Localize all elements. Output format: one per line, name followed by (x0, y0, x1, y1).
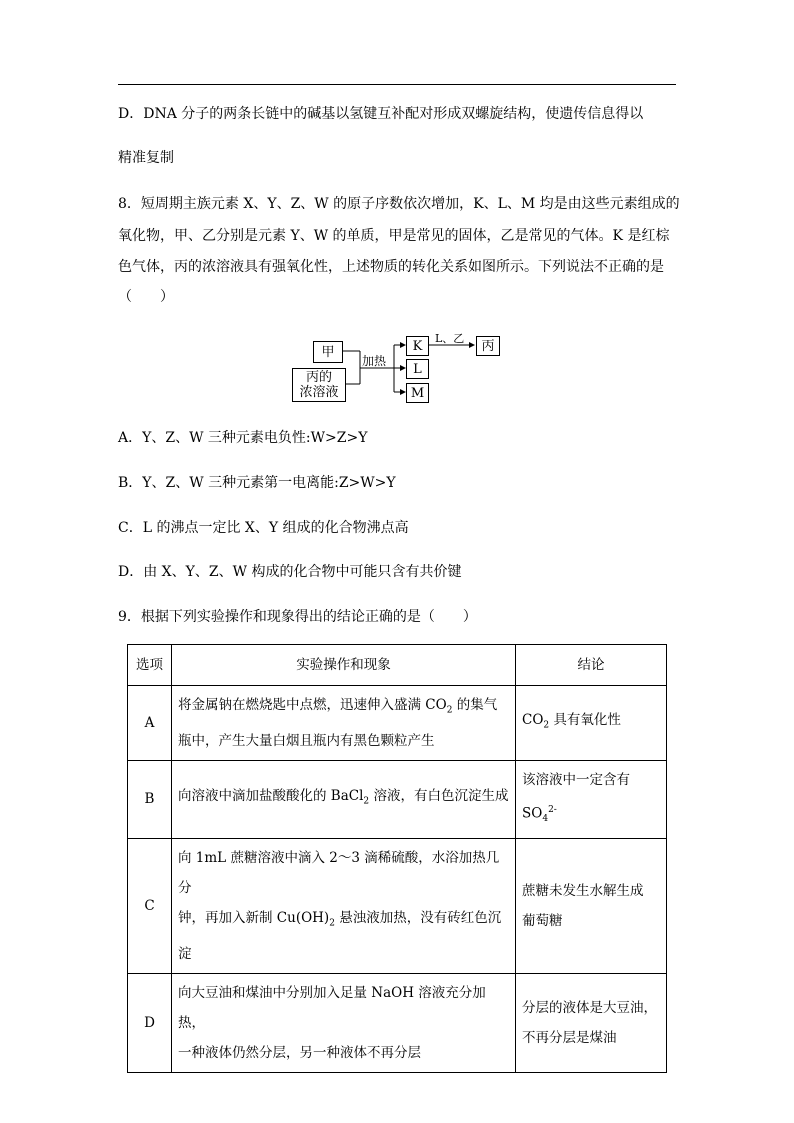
q8-transformation-diagram (290, 328, 510, 408)
q9-experiment-table (127, 644, 667, 1073)
table-row-a (128, 686, 667, 761)
box-bing: 丙 (476, 336, 500, 356)
table-row-b (128, 760, 667, 838)
q7-option-d-line1: D．DNA 分子的两条长链中的碱基以氢键互补配对形成双螺旋结构，使遗传信息得以 (118, 106, 644, 122)
row-d-conclusion: 分层的液体是大豆油， 不再分层是煤油 (516, 973, 667, 1072)
q8-option-d: D．由 X、Y、Z、W 构成的化合物中可能只含有共价键 (118, 564, 462, 580)
row-b-operation: 向溶液中滴加盐酸酸化的 BaCl$_2$ 溶液，有白色沉淀生成 (172, 760, 516, 838)
header-operation: 实验操作和现象 (172, 645, 516, 686)
row-b-conclusion: 该溶液中一定含有 $SO_4^{2-}$ (516, 760, 667, 838)
box-m: M (406, 383, 429, 403)
header-conclusion: 结论 (516, 645, 667, 686)
row-a-conclusion: $CO_2$ 具有氧化性 (516, 686, 667, 761)
q7-option-d-line2: 精准复制 (118, 150, 174, 166)
q8-option-c: C．L 的沸点一定比 X、Y 组成的化合物沸点高 (118, 520, 409, 536)
row-c-conclusion: 蔗糖未发生水解生成 葡萄糖 (516, 838, 667, 973)
row-c-option: C (128, 838, 172, 973)
row-a-operation: 将金属钠在燃烧匙中点燃，迅速伸入盛满 $CO_2$ 的集气 瓶中，产生大量白烟且瓶内有黑色颗粒产生 (172, 686, 516, 761)
table-header-row (128, 645, 667, 686)
table-row-d (128, 973, 667, 1072)
row-c-operation: 向 1mL 蔗糖溶液中滴入 2～3 滴稀硫酸，水浴加热几分 钟，再加入新制 $Cu(OH)_2$ 悬浊液加热，没有砖红色沉淀 (172, 838, 516, 973)
label-l-yi: L、乙 (435, 332, 465, 345)
row-a-option: A (128, 686, 172, 761)
q8-stem-line3: 色气体，丙的浓溶液具有强氧化性，上述物质的转化关系如图所示。下列说法不正确的是 (118, 259, 664, 275)
q9-stem: 9．根据下列实验操作和现象得出的结论正确的是（ ） (118, 609, 477, 625)
box-jia: 甲 (313, 341, 343, 363)
q8-answer-bracket: （ ） (118, 289, 174, 305)
row-d-option: D (128, 973, 172, 1072)
box-bing-concentrated (292, 368, 346, 402)
bing-conc-line1: 丙的 (305, 370, 332, 385)
label-heat: 加热 (362, 354, 387, 368)
q8-stem-line2: 氧化物，甲、乙分别是元素 Y、W 的单质，甲是常见的固体，乙是常见的气体。K 是红棕 (118, 228, 670, 244)
header-rule (118, 84, 676, 85)
row-b-option: B (128, 760, 172, 838)
q8-option-a: A．Y、Z、W 三种元素电负性:W>Z>Y (118, 430, 368, 446)
row-d-operation: 向大豆油和煤油中分别加入足量 NaOH 溶液充分加热， 一种液体仍然分层，另一种液体不再分层 (172, 973, 516, 1072)
q8-option-b: B．Y、Z、W 三种元素第一电离能:Z>W>Y (118, 475, 396, 491)
box-k: K (406, 336, 429, 356)
q8-stem-line1: 8．短周期主族元素 X、Y、Z、W 的原子序数依次增加，K、L、M 均是由这些元素组成的 (118, 196, 680, 212)
header-option: 选项 (128, 645, 172, 686)
table-row-c (128, 838, 667, 973)
box-l: L (406, 359, 429, 379)
bing-conc-line2: 浓溶液 (299, 385, 339, 400)
